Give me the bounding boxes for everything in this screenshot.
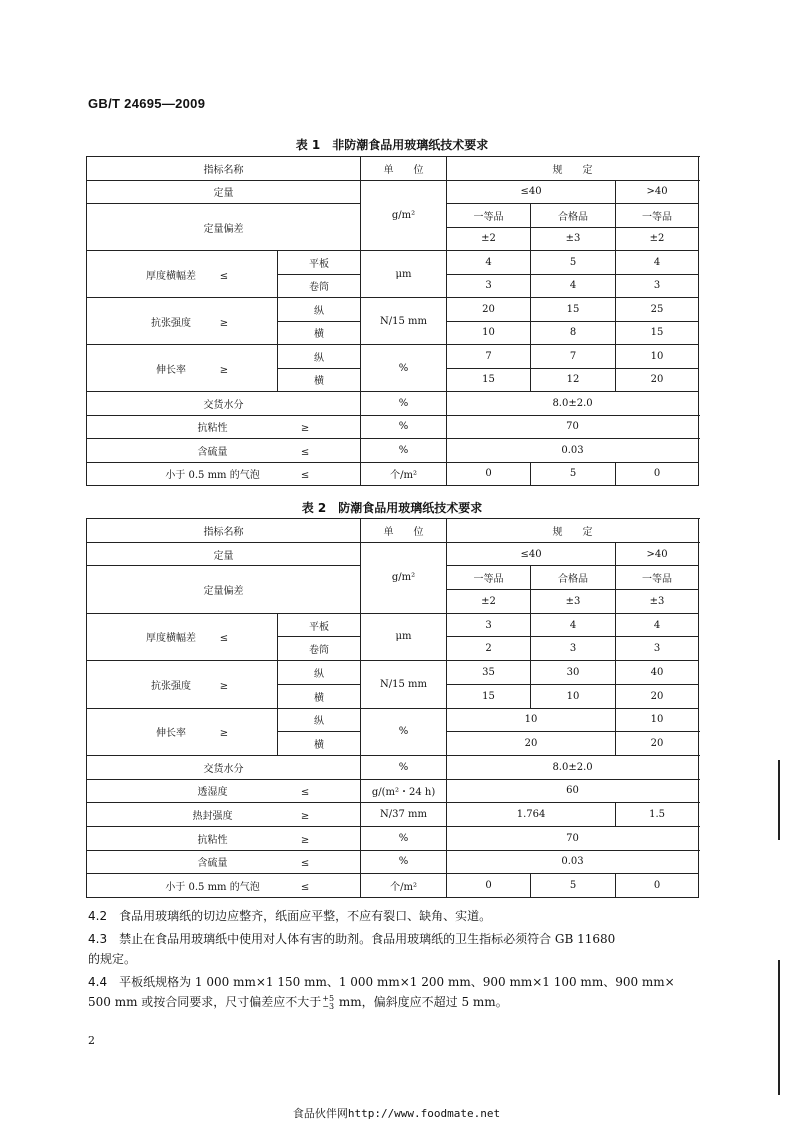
table-row <box>87 850 699 874</box>
cell-value: 0 <box>447 462 531 486</box>
cell-value: 10 <box>616 345 699 369</box>
label-text: 抗粘性 <box>197 423 228 435</box>
unit-cell: % <box>361 708 447 755</box>
scan-artifact-line <box>778 760 780 840</box>
comparison-symbol: ≥ <box>219 317 229 329</box>
cell-value: 40 <box>616 661 699 685</box>
bubbles-label <box>87 874 361 898</box>
cell-value: 3 <box>531 637 616 661</box>
table-row <box>87 542 699 566</box>
scan-artifact-line <box>778 960 780 1095</box>
range-gt40: >40 <box>616 180 699 204</box>
clause-text-continued: 500 mm 或按合同要求，尺寸偏差应不大于 <box>88 995 322 1009</box>
paragraph-4-4 <box>88 972 700 1012</box>
unit-cell: % <box>361 755 447 779</box>
cell-value: 20 <box>616 368 699 392</box>
header-indicator: 指标名称 <box>87 157 361 181</box>
sub-label: 横 <box>278 321 361 345</box>
unit-cell: % <box>361 392 447 416</box>
cell-value: 2 <box>447 637 531 661</box>
cell-value: 3 <box>447 613 531 637</box>
tensile-label <box>87 298 278 345</box>
cell-value: 20 <box>447 298 531 322</box>
cell-value: 4 <box>616 613 699 637</box>
table-row <box>87 826 699 850</box>
cell-value: 20 <box>616 732 699 756</box>
unit-cell: % <box>361 345 447 392</box>
clause-number: 4.2 <box>88 909 108 923</box>
cell-value: 4 <box>616 251 699 275</box>
table-row <box>87 345 699 369</box>
cell-value: 10 <box>531 684 616 708</box>
tolerance-minus: −3 <box>322 1001 335 1011</box>
range-gt40: >40 <box>616 542 699 566</box>
cell-value: 5 <box>531 251 616 275</box>
cell-value: 4 <box>531 613 616 637</box>
label-text: 抗张强度 <box>151 317 191 329</box>
table-row <box>87 439 699 463</box>
cell-value: 15 <box>616 321 699 345</box>
label-text: 厚度横幅差 <box>146 633 196 645</box>
sulfur-label <box>87 850 361 874</box>
label-text: 含硫量 <box>197 858 228 870</box>
cell-value: 8.0±2.0 <box>447 755 699 779</box>
comparison-symbol: ≤ <box>300 446 310 458</box>
table-row <box>87 298 699 322</box>
footer-site: 食品伙伴网 <box>292 1107 348 1120</box>
sulfur-label <box>87 439 361 463</box>
cell-value: 4 <box>447 251 531 275</box>
table-row <box>87 157 699 181</box>
table-row <box>87 803 699 827</box>
comparison-symbol: ≤ <box>300 787 310 799</box>
unit-cell: 个/m² <box>361 874 447 898</box>
comparison-symbol: ≤ <box>219 633 229 645</box>
cell-value: 5 <box>531 462 616 486</box>
comparison-symbol: ≤ <box>300 882 310 894</box>
cell-value: ±2 <box>616 227 699 251</box>
comparison-symbol: ≥ <box>219 680 229 692</box>
cell-value: 1.5 <box>616 803 699 827</box>
cell-value: 0.03 <box>447 439 699 463</box>
sub-label: 纵 <box>278 345 361 369</box>
unit-cell: % <box>361 439 447 463</box>
label-text: 伸长率 <box>156 728 186 740</box>
antistick-label <box>87 415 361 439</box>
bubbles-label <box>87 462 361 486</box>
comparison-symbol: ≤ <box>300 858 310 870</box>
deviation-label: 定量偏差 <box>87 566 361 613</box>
unit-cell: μm <box>361 613 447 660</box>
unit-cell: 个/m² <box>361 462 447 486</box>
paragraph-4-3 <box>88 929 700 969</box>
comparison-symbol: ≥ <box>300 811 310 823</box>
sub-label: 平板 <box>278 251 361 275</box>
cell-value: ±2 <box>447 590 531 614</box>
cell-value: 15 <box>531 298 616 322</box>
paragraph-4-2 <box>88 906 700 926</box>
cell-value: 0 <box>616 462 699 486</box>
label-text: 小于 0.5 mm 的气泡 <box>165 882 260 894</box>
sub-label: 横 <box>278 684 361 708</box>
comparison-symbol: ≥ <box>219 728 229 740</box>
unit-cell: g/(m²・24 h) <box>361 779 447 803</box>
unit-cell: % <box>361 826 447 850</box>
tensile-label <box>87 661 278 708</box>
cell-value: 20 <box>447 732 616 756</box>
cell-value: 7 <box>447 345 531 369</box>
cell-value: ±3 <box>616 590 699 614</box>
table1-caption: 表 1 非防潮食品用玻璃纸技术要求 <box>295 138 489 152</box>
comparison-symbol: ≥ <box>300 834 310 846</box>
unit-cell: N/15 mm <box>361 298 447 345</box>
header-unit: 单 位 <box>361 157 447 181</box>
moisture-label: 交货水分 <box>87 755 361 779</box>
cell-value: 8.0±2.0 <box>447 392 699 416</box>
label-text: 透湿度 <box>197 787 228 799</box>
range-le40: ≤40 <box>447 542 616 566</box>
table2-caption: 表 2 防潮食品用玻璃纸技术要求 <box>301 501 483 515</box>
cell-value: 0 <box>616 874 699 898</box>
cell-value: ±3 <box>531 227 616 251</box>
cell-value: 70 <box>447 826 699 850</box>
cell-value: 0 <box>447 874 531 898</box>
range-le40: ≤40 <box>447 180 616 204</box>
label-text: 厚度横幅差 <box>146 270 196 282</box>
page-footer <box>0 1105 793 1121</box>
sub-label: 卷筒 <box>278 274 361 298</box>
sub-label: 纵 <box>278 298 361 322</box>
cell-value: ±2 <box>447 227 531 251</box>
cell-value: 3 <box>616 274 699 298</box>
basis-weight-unit: g/m² <box>361 542 447 613</box>
heatseal-label <box>87 803 361 827</box>
table-row <box>87 874 699 898</box>
moisture-label: 交货水分 <box>87 392 361 416</box>
table2 <box>86 518 699 898</box>
sub-label: 平板 <box>278 613 361 637</box>
cell-value: 30 <box>531 661 616 685</box>
table-row <box>87 251 699 275</box>
grade-first: 一等品 <box>447 566 531 590</box>
tolerance-plus: +5 <box>322 993 335 1003</box>
header-spec: 规 定 <box>447 157 699 181</box>
elongation-label <box>87 708 278 755</box>
sub-label: 纵 <box>278 708 361 732</box>
header-spec: 规 定 <box>447 519 699 543</box>
tolerance-fraction <box>322 995 334 1011</box>
grade-qualified: 合格品 <box>531 566 616 590</box>
elongation-label <box>87 345 278 392</box>
sub-label: 横 <box>278 732 361 756</box>
clause-number: 4.4 <box>88 975 108 989</box>
clause-text: 平板纸规格为 1 000 mm×1 150 mm、1 000 mm×1 200 mm、900 mm×1 100 mm、900 mm× <box>119 975 675 989</box>
basis-weight-unit: g/m² <box>361 180 447 251</box>
cell-value: 20 <box>616 684 699 708</box>
thickness-label <box>87 251 278 298</box>
table-row <box>87 519 699 543</box>
cell-value: 0.03 <box>447 850 699 874</box>
table-row <box>87 462 699 486</box>
table-row <box>87 661 699 685</box>
cell-value: 10 <box>447 321 531 345</box>
cell-value: 25 <box>616 298 699 322</box>
cell-value: 3 <box>616 637 699 661</box>
header-unit: 单 位 <box>361 519 447 543</box>
table1 <box>86 156 699 486</box>
label-text: 热封强度 <box>192 811 233 823</box>
grade-first: 一等品 <box>616 566 699 590</box>
grade-qualified: 合格品 <box>531 204 616 228</box>
table-row <box>87 415 699 439</box>
clause-text-continued: 的规定。 <box>88 952 137 966</box>
cell-value: 5 <box>531 874 616 898</box>
cell-value: 8 <box>531 321 616 345</box>
label-text: 抗粘性 <box>197 834 228 846</box>
table-row <box>87 755 699 779</box>
basis-weight-label: 定量 <box>87 542 361 566</box>
cell-value: 15 <box>447 368 531 392</box>
clause-number: 4.3 <box>88 932 108 946</box>
cell-value: 60 <box>447 779 699 803</box>
clause-text: 食品用玻璃纸的切边应整齐，纸面应平整，不应有裂口、缺角、实道。 <box>119 909 492 923</box>
sub-label: 卷筒 <box>278 637 361 661</box>
standard-number: GB/T 24695—2009 <box>88 96 206 111</box>
cell-value: 3 <box>447 274 531 298</box>
table-row <box>87 708 699 732</box>
table-row <box>87 180 699 204</box>
table-row <box>87 392 699 416</box>
cell-value: 4 <box>531 274 616 298</box>
comparison-symbol: ≥ <box>219 364 229 376</box>
grade-first: 一等品 <box>616 204 699 228</box>
label-text: 抗张强度 <box>151 680 191 692</box>
comparison-symbol: ≥ <box>300 423 310 435</box>
label-text: 小于 0.5 mm 的气泡 <box>165 470 260 482</box>
clause-text-continued: mm，偏斜度应不超过 5 mm。 <box>335 995 508 1009</box>
cell-value: 1.764 <box>447 803 616 827</box>
header-indicator: 指标名称 <box>87 519 361 543</box>
label-text: 含硫量 <box>197 446 228 458</box>
deviation-label: 定量偏差 <box>87 204 361 251</box>
cell-value: 10 <box>616 708 699 732</box>
comparison-symbol: ≤ <box>219 270 229 282</box>
cell-value: 15 <box>447 684 531 708</box>
unit-cell: % <box>361 850 447 874</box>
cell-value: 35 <box>447 661 531 685</box>
unit-cell: N/37 mm <box>361 803 447 827</box>
footer-url: http://www.foodmate.net <box>347 1107 501 1120</box>
cell-value: 70 <box>447 415 699 439</box>
clause-text: 禁止在食品用玻璃纸中使用对人体有害的助剂。食品用玻璃纸的卫生指标必须符合 GB 11680 <box>119 932 616 946</box>
grade-first: 一等品 <box>447 204 531 228</box>
page-number: 2 <box>88 1034 95 1047</box>
sub-label: 纵 <box>278 661 361 685</box>
sub-label: 横 <box>278 368 361 392</box>
unit-cell: μm <box>361 251 447 298</box>
table-row <box>87 613 699 637</box>
thickness-label <box>87 613 278 660</box>
cell-value: 10 <box>447 708 616 732</box>
antistick-label <box>87 826 361 850</box>
permeability-label <box>87 779 361 803</box>
cell-value: ±3 <box>531 590 616 614</box>
cell-value: 7 <box>531 345 616 369</box>
unit-cell: % <box>361 415 447 439</box>
unit-cell: N/15 mm <box>361 661 447 708</box>
cell-value: 12 <box>531 368 616 392</box>
comparison-symbol: ≤ <box>300 470 310 482</box>
label-text: 伸长率 <box>156 364 186 376</box>
table-row <box>87 779 699 803</box>
basis-weight-label: 定量 <box>87 180 361 204</box>
